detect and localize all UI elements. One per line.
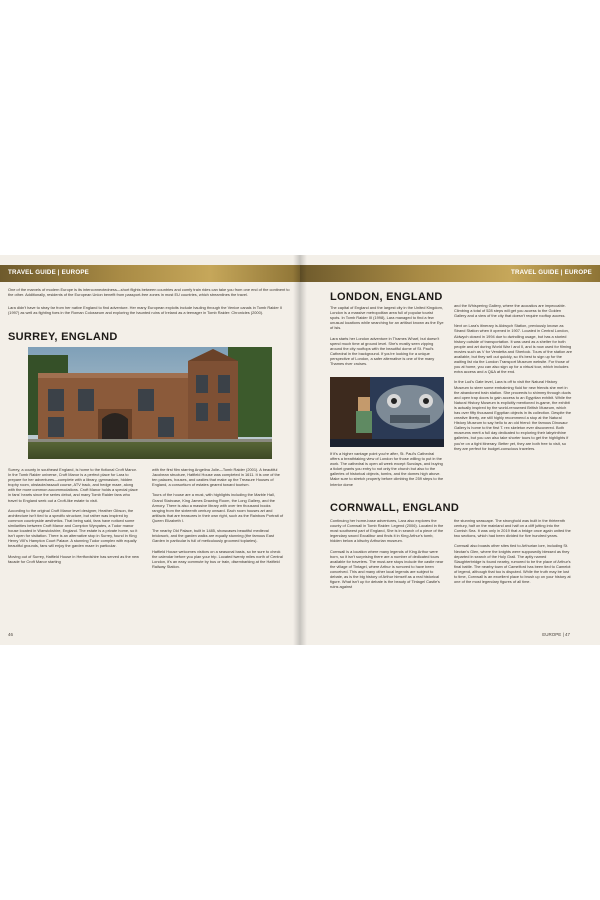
croft-manor-photo <box>28 347 272 459</box>
croft-manor-illustration <box>28 347 272 459</box>
book-gutter <box>293 255 307 645</box>
section-title-surrey: SURREY, ENGLAND <box>8 331 118 343</box>
folio-divider: | <box>562 632 565 637</box>
right-page <box>300 255 600 645</box>
london-column-1-lower: If it's a higher vantage point you're after, St. Paul's Cathedral offers a breathtaking view of London for those willing to put in the work. The cathedral is open all week except Sundays, and buying a ticket grants you entry to not only the church but also to the galleries of historical objects, tombs, and the domes high above. Make sure to stretch properly before climbing the 259 steps to the Interior dome <box>330 451 444 487</box>
lara-london-screenshot <box>330 377 444 447</box>
surrey-column-2: with the first film starring Angelina Jolie—Tomb Raider (2001). A beautiful Jacobean structure, Hatfield House was completed in 1611. It is one of the ten palaces, houses, and castles that make up the Treasure Houses of England, a consortium of estates geared toward tourism. Tours of the house are a must, with highlights including the Marble Hall, Grand Staircase, King James Drawing Room, the Long Gallery, and the Armory. There is also a massive library with over ten thousand books ranging from the sixteenth century onward. Each room houses art and artifacts that are treasures in their own right, such as the Rainbow Portrait of Queen Elizabeth I. The nearby Old Palace, built in 1485, showcases beautiful medieval brickwork, and the garden walks are equally stunning (the famous East Garden in particular is full of meticulously groomed topiaries). Hatfield House welcomes visitors on a seasonal basis, so be sure to check the calendar before you plan your trip. Located twenty miles north of Central London, it's an easy commute by bus or train, disembarking at the Hatfield Railway Station. <box>152 467 284 569</box>
book-spread <box>0 255 600 645</box>
section-title-cornwall: CORNWALL, ENGLAND <box>330 502 460 514</box>
page-number-left: 46 <box>8 632 14 637</box>
lara-game-illustration <box>330 377 444 447</box>
cornwall-column-1: Continuing her home-base adventures, Lara also explores the county of Cornwall in Tomb Raider: Legend (2006). Located in the most southwest part of England, She is in search of a piece of the legendary sword Excalibur and finds it in King Arthur's tomb, hidden below a kitschy Arthurian museum. Cornwall is a location where many legends of King Arthur were born, so it isn't surprising there are a number of dedicated tours available for travelers. The must-see stops include the castle near the village of Tintagel, where Arthur is rumored to have been conceived. This and many other local legends are subject to debate, as is the big history of Arthur himself as a real historical figure. What isn't up for debate is the beauty of Tintagel Castle's ruins against <box>330 518 444 590</box>
intro-paragraph-2: Lara didn't have to stray far from her native England to find adventure. Her many European exploits include hauling through the Venice canals in Tomb Raider II (1997) as well as fighting foes in the Roman Colosseum and exploring the haunted ruins of Ireland as a teenager in Tomb Raider: Chronicles (2000). <box>8 305 283 316</box>
surrey-column-1: Surrey, a county in southeast England, is home to the fictional Croft Manor. In the Tomb Raider universe, Croft Manor is a perfect place for Lara to prepare for her adventures—complete with a library, gymnasium, hidden trophy room, obstacle/assault course, ATV track, and hedge maze, along with the more common accommodations. Croft Manor holds a special place in fans' hearts since the series debut, and many Tomb Raider fans who travel to England seek out a Croft-like estate to visit. According to the original Croft Manor level designer, Heather Gibson, the architecture isn't tied to a specific structure, but rather was inspired by common countryside aesthetics. That being said, fans have noticed some similarities between Croft Manor and Compton Wynyates, a Tudor manor house located in Warwickshire, England. The estate is a private home, so it isn't open for visitation. There is an alternative stop in Surrey, found in King Henry VIII's Hampton Court Palace. A stunning Tudor complex with equally beautiful grounds, fans will enjoy the garden maze in particular. Moving out of Surrey, Hatfield House in Hertfordshire has served as the new facade for Croft Manor starting <box>8 467 139 564</box>
london-column-2: and the Whispering Gallery, where the acoustics are impeccable. Climbing a total of 528 steps will get you access to the Golden Gallery and a view of the city that doesn't require rooftop access. Next on Lara's itinerary is Aldwych Station, previously known as Strand Station when it opened in 1907. Located in Central London, Aldwych closed in 1994 due to dwindling usage, but has a storied history outside of transportation. It was used as a shelter for both people and art during World War I and II, and is now used for filming movies such as V for Vendetta and Sherlock. Tours of the station are available, but they sell out quickly, so it's best to sign up for the waiting list via the London Transport Museum website. For those of you at home, you can also sign up for a virtual tour, which includes extra access and a Q&A at the end. In the Lud's Gate level, Lara is off to visit the Natural History Museum to steer some embalming fluid for new friends she met in the abandoned train station. She proceeds to shimmy through ducts and open trap doors to gain access to an Egyptian exhibit. While the Natural History Museum is explicitly mentioned in-game, the exhibit is actually inspired by the world-renowned British Museum, which has over fifty thousand Egyptian objects in its collection. Despite the creative liberty, we still highly recommend a stop at the Natural History Museum to say hello to an old friend: the famous Dinosaur Gallery is home to the first T. rex skeleton ever discovered. Both museums merit a full day dedicated to exploring their labyrinthine galleries, but you can also take shorter tours to get the highlights if you're on a tight itinerary. Better yet, they are both free to visit, so they are perfect for budget-conscious travelers. <box>454 303 573 451</box>
section-title-london: LONDON, ENGLAND <box>330 291 443 303</box>
folio-label: EUROPE <box>542 632 562 637</box>
header-label-right: TRAVEL GUIDE | EUROPE <box>511 269 592 276</box>
cornwall-column-2: the stunning seascape. The stronghold was built in the thirteenth century, half on the mainland and half on a cliff jutting into the Cornish Sea. It was only in 2019 that a bridge once again united the two sections, which had been divided for five hundred years. Cornwall also boasts other sites tied to Arthurian lore, including St. Nectan's Glen, where the knights were supposedly blessed as they departed in search of the Holy Grail. The aptly named Slaughterbridge is found nearby, rumored to be the place of Arthur's final battle. The nearby town of Camelford has been tied to Camelot of legend, although that too is disputed. While the truth may be lost to time, Cornwall is an excellent place to brush up on your history at one of the most legendary figures of all time. <box>454 518 571 585</box>
header-label-left: TRAVEL GUIDE | EUROPE <box>8 269 89 276</box>
intro-paragraph-1: One of the marvels of modern Europe is its interconnectedness—short flights between countries and comfy train rides can take you from one end of the continent to the other. Additionally, residents of the European Union benefit from passport-free zones in most EU countries, which streamlines the travel. <box>8 287 290 298</box>
page-number-right: 47 <box>564 632 570 637</box>
london-column-1: The capital of England and the largest city in the United Kingdom, London is a massive metropolitan area full of popular tourist spots. In Tomb Raider III (1998), Lara managed to find a few unusual locations while searching for an artifact known as the Eye of Isis. Lara starts her London adventure in Thames Wharf, but doesn't spend much time at ground level. She's mostly seen zipping around the city rooftops with the beautiful dome of St. Paul's Cathedral in the background. If you're looking for a unique perspective of London, a safer alternative is one of the many Thames river cruises. <box>330 305 444 367</box>
left-page <box>0 255 300 645</box>
page-folio-right <box>542 632 570 637</box>
